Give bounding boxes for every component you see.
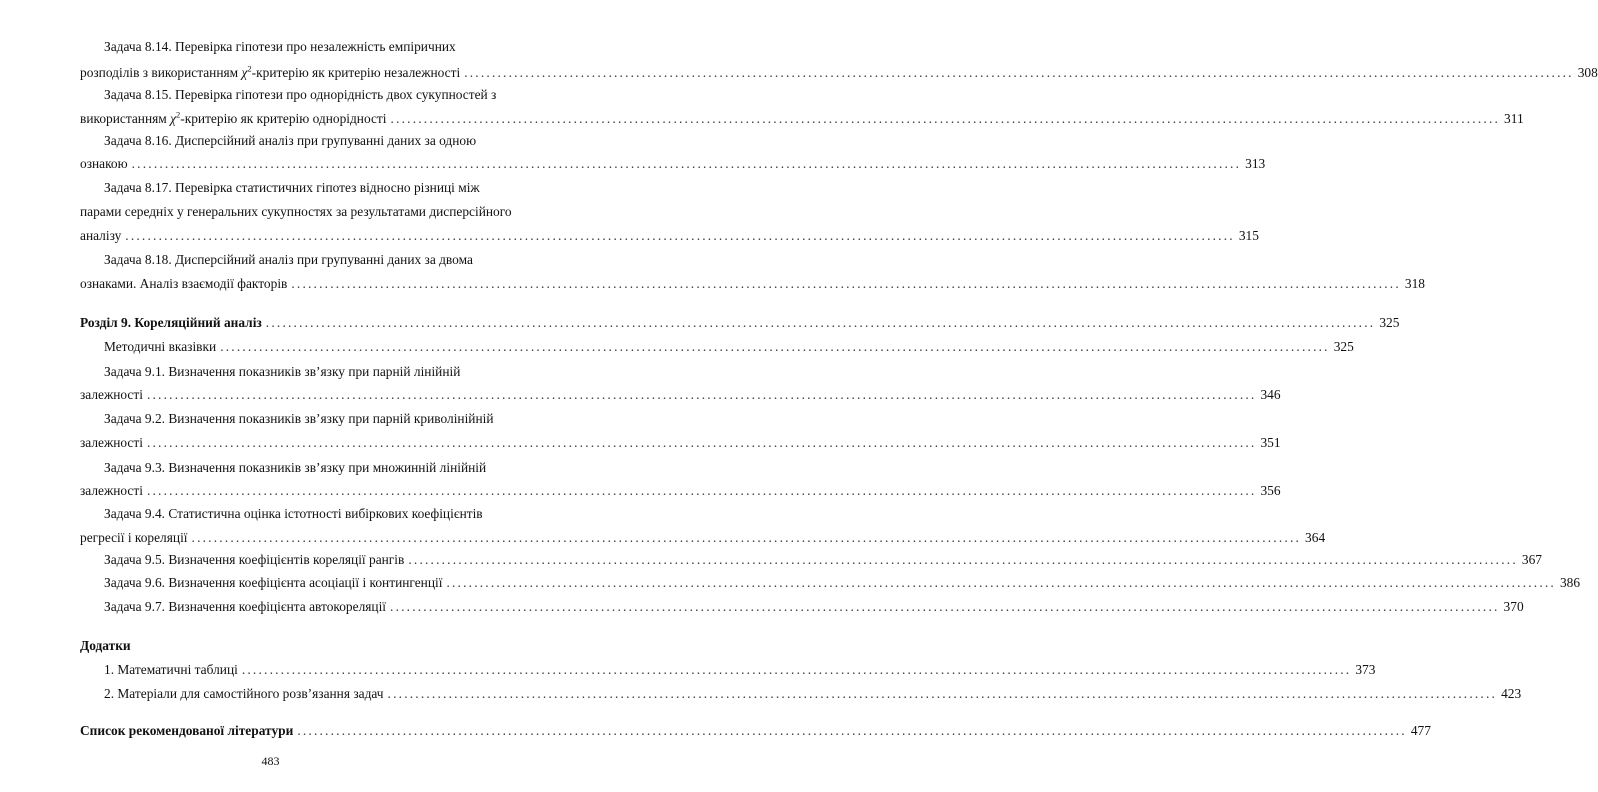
toc-entry (104, 659, 1376, 681)
dot-leader: ........................................................................................................................................................................................................ (297, 723, 1407, 738)
toc-entry-title: Задача 8.17. Перевірка статистичних гіпотез відносно різниці між (104, 180, 480, 195)
toc-entry (80, 312, 1400, 334)
dot-leader: ........................................................................................................................................................................................................ (191, 530, 1302, 545)
toc-entry (80, 108, 1524, 130)
toc-entry-title: Розділ 9. Кореляційний аналіз (80, 315, 262, 330)
toc-page-number: 423 (1501, 686, 1522, 701)
dot-leader: ........................................................................................................................................................................................................ (125, 228, 1235, 243)
dot-leader: ........................................................................................................................................................................................................ (291, 276, 1401, 291)
toc-entry (104, 408, 498, 430)
toc-entry (80, 480, 1281, 502)
toc-entry-title: ознакою (80, 156, 128, 171)
toc-entry-title: Задача 9.3. Визначення показників зв’язку при множинній лінійній (104, 460, 487, 475)
toc-entry (104, 336, 1354, 358)
toc-page-number: 351 (1260, 435, 1281, 450)
toc-entry (104, 361, 498, 383)
toc-entry (104, 596, 1524, 618)
toc-entry-title: Задача 9.7. Визначення коефіцієнта автокореляції (104, 599, 387, 614)
dot-leader: ........................................................................................................................................................................................................ (408, 552, 1518, 567)
toc-page-number: 308 (1577, 65, 1598, 80)
toc-entry (80, 201, 512, 223)
chi-superscript: 2 (247, 63, 252, 74)
toc-entry (104, 683, 1522, 705)
toc-entry-title: Задача 9.5. Визначення коефіцієнтів кореляції рангів (104, 552, 405, 567)
toc-entry-title: 2. Матеріали для самостійного розв’язання задач (104, 686, 384, 701)
toc-entry (104, 572, 1581, 594)
toc-entry-title (80, 108, 387, 130)
toc-entry-title: Задача 8.18. Дисперсійний аналіз при групуванні даних за двома (104, 252, 473, 267)
toc-entry-title: регресії і кореляції (80, 530, 188, 545)
dot-leader: ........................................................................................................................................................................................................ (390, 599, 1500, 614)
toc-entry-title: залежності (80, 387, 143, 402)
toc-entry (104, 84, 498, 106)
toc-entry-title: Задача 9.4. Статистична оцінка істотності вибіркових коефіцієнтів (104, 506, 483, 521)
chi-symbol: χ (241, 65, 248, 80)
toc-entry-title: залежності (80, 435, 143, 450)
dot-leader: ........................................................................................................................................................................................................ (387, 686, 1498, 701)
dot-leader: ........................................................................................................................................................................................................ (241, 662, 1352, 677)
page-number: 483 (261, 754, 280, 768)
toc-entry (104, 36, 498, 58)
toc-entry-title: ознаками. Аналіз взаємодії факторів (80, 276, 288, 291)
toc-entry (80, 635, 498, 657)
dot-leader: ........................................................................................................................................................................................................ (146, 435, 1257, 450)
dot-leader: ........................................................................................................................................................................................................ (146, 387, 1257, 402)
toc-entry (80, 527, 1326, 549)
toc-page-number: 325 (1333, 339, 1354, 354)
toc-page-number: 477 (1410, 723, 1431, 738)
dot-leader: ........................................................................................................................................................................................................ (131, 156, 1242, 171)
toc-entry-title: аналізу (80, 228, 122, 243)
toc-entry (104, 503, 498, 525)
toc-entry (80, 62, 1598, 84)
toc-entry-title: Задача 9.1. Визначення показників зв’язку при парній лінійній (104, 364, 461, 379)
toc-entry-title-suffix: -критерію як критерію однорідності (180, 111, 387, 126)
toc-page-number: 364 (1305, 530, 1326, 545)
dot-leader: ........................................................................................................................................................................................................ (220, 339, 1330, 354)
toc-entry-title: Задача 8.14. Перевірка гіпотези про незалежність емпіричних (104, 39, 456, 54)
toc-page-number: 346 (1260, 387, 1281, 402)
toc-entry (80, 432, 1281, 454)
toc-entry-title: Список рекомендованої літератури (80, 723, 294, 738)
toc-entry (104, 549, 1542, 571)
toc-page-number: 367 (1521, 552, 1542, 567)
toc-page-number: 311 (1504, 111, 1524, 126)
toc-entry-title: парами середніх у генеральних сукупностях за результатами дисперсійного (80, 204, 512, 219)
toc-entry-title: Задача 9.2. Визначення показників зв’язку при парній криволінійній (104, 411, 494, 426)
dot-leader: ........................................................................................................................................................................................................ (390, 111, 1501, 126)
dot-leader: ........................................................................................................................................................................................................ (146, 483, 1257, 498)
toc-entry-title: 1. Математичні таблиці (104, 662, 238, 677)
toc-entry (80, 225, 1259, 247)
toc-entry (104, 457, 498, 479)
toc-entry (80, 153, 1266, 175)
toc-entry-title: Методичні вказівки (104, 339, 217, 354)
toc-entry-title: Задача 9.6. Визначення коефіцієнта асоціації і контингенції (104, 575, 443, 590)
toc-entry-title-prefix: використанням (80, 111, 171, 126)
toc-entry (104, 177, 498, 199)
toc-entry-title-suffix: -критерію як критерію незалежності (251, 65, 461, 80)
chi-symbol: χ (170, 111, 176, 126)
toc-page-number: 356 (1260, 483, 1281, 498)
toc-page-number: 325 (1379, 315, 1400, 330)
toc-page-number: 370 (1503, 599, 1524, 614)
chi-superscript: 2 (176, 109, 181, 120)
toc-entry (104, 249, 498, 271)
toc-page-number: 313 (1245, 156, 1266, 171)
toc-entry-title-prefix: розподілів з використанням (80, 65, 242, 80)
toc-entry-title (80, 62, 460, 84)
dot-leader: ........................................................................................................................................................................................................ (265, 315, 1376, 330)
toc-page-number: 315 (1238, 228, 1259, 243)
toc-entry (80, 720, 1431, 742)
toc-page-number: 373 (1355, 662, 1376, 677)
toc-page-number: 386 (1559, 575, 1581, 590)
toc-entry-title: залежності (80, 483, 143, 498)
dot-leader: ........................................................................................................................................................................................................ (446, 575, 1556, 590)
toc-page-number: 318 (1404, 276, 1425, 291)
toc-entry-title: Задача 8.16. Дисперсійний аналіз при групуванні даних за одною (104, 133, 477, 148)
dot-leader: ........................................................................................................................................................................................................ (464, 65, 1574, 80)
toc-entry (104, 130, 498, 152)
toc-entry-title: Задача 8.15. Перевірка гіпотези про однорідність двох сукупностей з (104, 87, 497, 102)
toc-entry (80, 384, 1281, 406)
toc-entry-title: Додатки (80, 638, 131, 653)
toc-entry (80, 273, 1425, 295)
